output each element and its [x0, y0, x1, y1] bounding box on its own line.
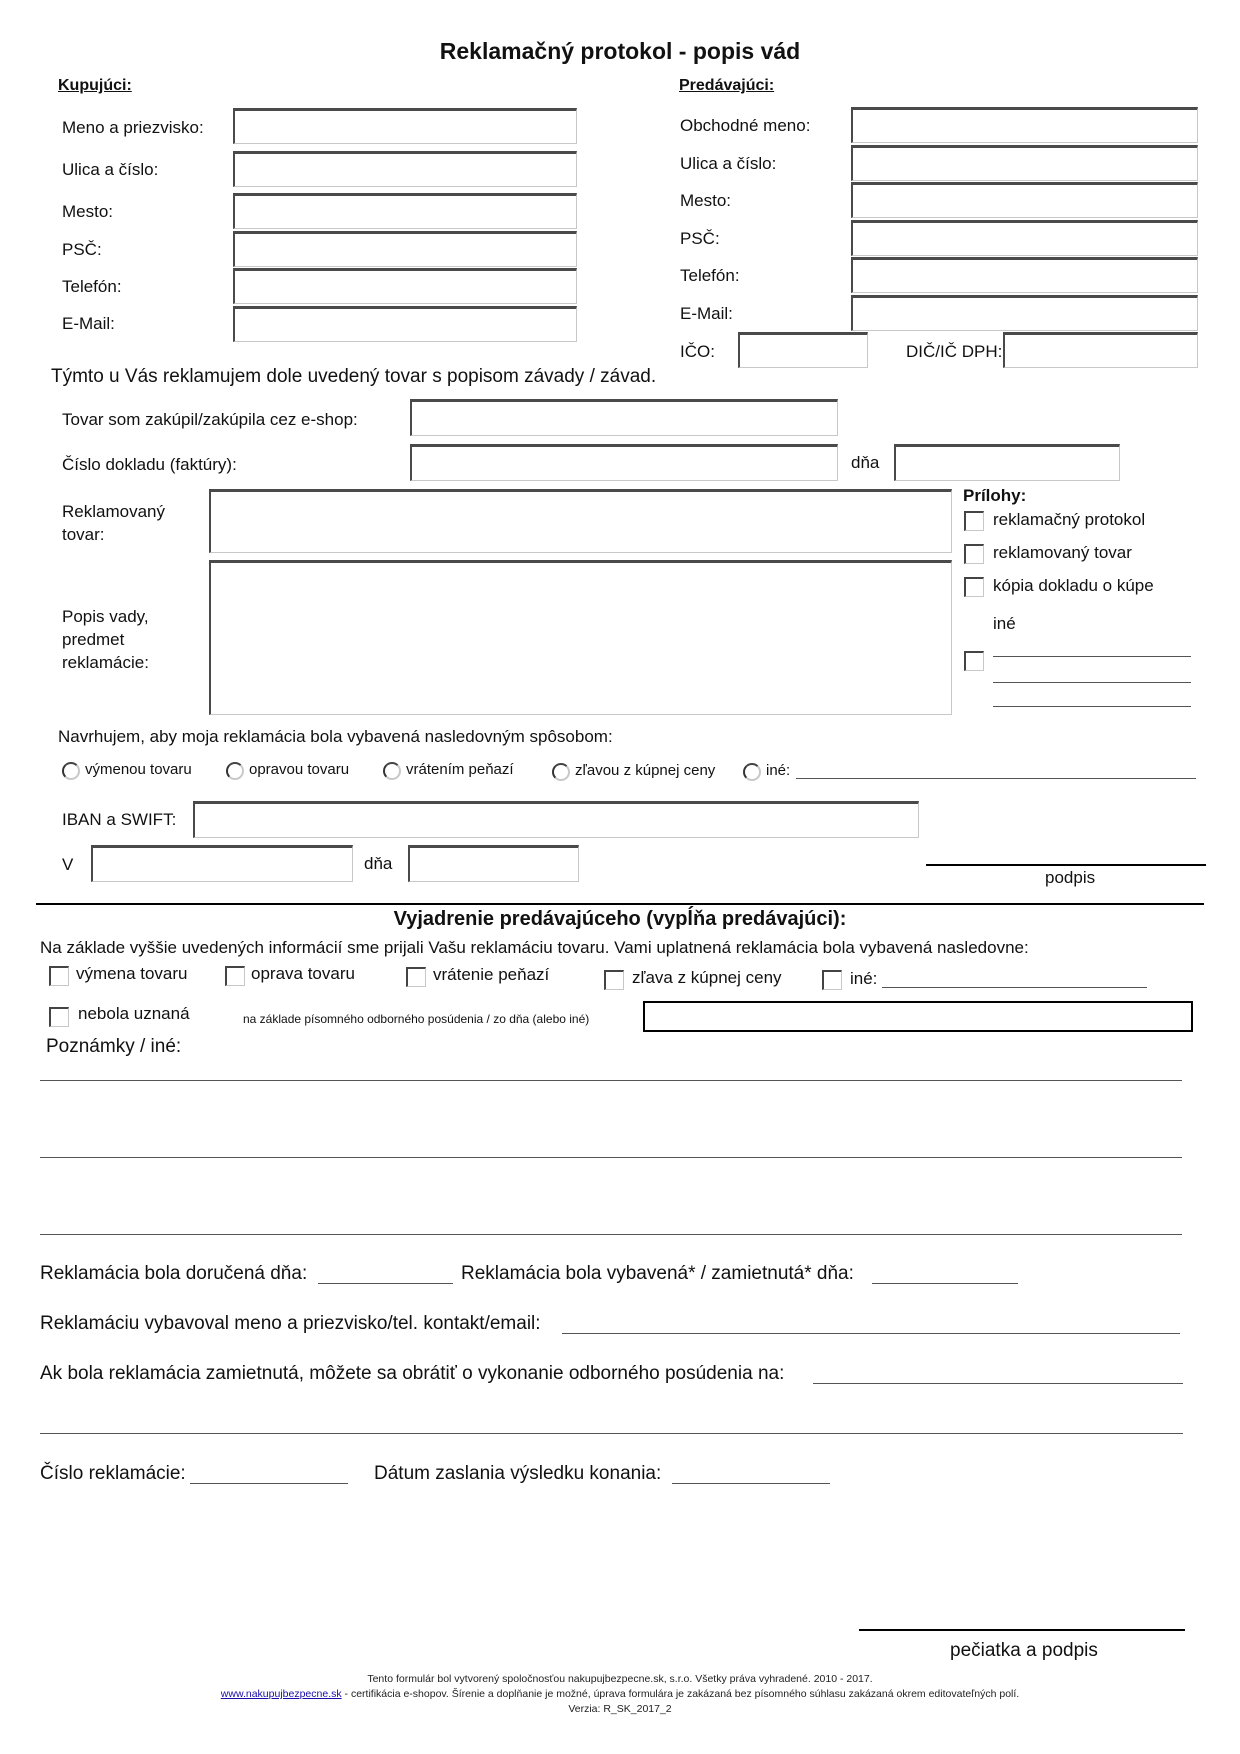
iban-field[interactable] — [193, 801, 919, 838]
buyer-name-field[interactable] — [233, 108, 577, 144]
radio-repair-label: opravou tovaru — [249, 761, 350, 778]
outcome-refund-checkbox[interactable] — [406, 967, 426, 987]
seller-zip-input[interactable] — [853, 223, 1197, 255]
outcome-other-line[interactable] — [882, 987, 1147, 988]
seller-street-label: Ulica a číslo: — [680, 154, 777, 173]
buyer-city-input[interactable] — [235, 196, 576, 228]
seller-company-label: Obchodné meno: — [680, 116, 811, 135]
goods-textarea[interactable] — [211, 492, 951, 552]
invoice-date-input[interactable] — [896, 447, 1119, 480]
radio-exchange-label: výmenou tovaru — [85, 761, 192, 778]
radio-other-label: iné: — [766, 762, 791, 779]
radio-refund-label: vrátením peňazí — [406, 761, 514, 778]
iban-label: IBAN a SWIFT: — [62, 810, 177, 829]
defect-label-line1: Popis vady, — [62, 607, 149, 626]
place-input[interactable] — [93, 848, 352, 881]
seller-phone-input[interactable] — [853, 260, 1197, 292]
attachment-receipt-checkbox[interactable] — [964, 577, 984, 597]
buyer-zip-label: PSČ: — [62, 240, 102, 259]
defect-textarea[interactable] — [211, 563, 951, 714]
seller-city-input[interactable] — [853, 185, 1197, 217]
footer-version: Verzia: R_SK_2017_2 — [568, 1703, 672, 1715]
goods-label-line2: tovar: — [62, 525, 105, 544]
attachment-protocol-label: reklamačný protokol — [993, 510, 1146, 529]
notes-line-2[interactable] — [40, 1157, 1182, 1158]
outcome-repair-label: oprava tovaru — [251, 964, 355, 983]
place-label: V — [62, 855, 74, 874]
buyer-email-label: E-Mail: — [62, 314, 115, 333]
seller-email-field[interactable] — [851, 295, 1198, 331]
section-divider — [36, 903, 1204, 905]
footer-link[interactable]: www.nakupujbezpecne.sk — [220, 1688, 342, 1700]
page-title: Reklamačný protokol - popis vád — [439, 38, 801, 64]
seller-email-label: E-Mail: — [680, 304, 733, 323]
attachment-goods-checkbox[interactable] — [964, 544, 984, 564]
outcome-exchange-label: výmena tovaru — [76, 964, 188, 983]
delivered-label: Reklamácia bola doručená dňa: — [40, 1263, 308, 1284]
sign-date-field[interactable] — [408, 845, 579, 882]
seller-zip-field[interactable] — [851, 220, 1198, 256]
iban-input[interactable] — [195, 804, 918, 837]
radio-exchange[interactable] — [62, 762, 80, 780]
seller-street-field[interactable] — [851, 145, 1198, 181]
handler-label: Reklamáciu vybavoval meno a priezvisko/tel. kontakt/email: — [40, 1313, 541, 1334]
radio-other-line[interactable] — [796, 778, 1196, 779]
radio-discount[interactable] — [552, 763, 570, 781]
eshop-field[interactable] — [410, 399, 838, 436]
attachment-protocol-checkbox[interactable] — [964, 511, 984, 531]
seller-statement-heading: Vyjadrenie predávajúceho (vypĺňa predávajúci): — [393, 908, 847, 930]
outcome-discount-label: zľava z kúpnej ceny — [632, 968, 782, 987]
signature-line — [926, 864, 1206, 866]
outcome-refund-label: vrátenie peňazí — [433, 965, 550, 984]
seller-phone-field[interactable] — [851, 257, 1198, 293]
outcome-rejected-checkbox[interactable] — [49, 1007, 69, 1027]
expert-label: na základe písomného odborného posúdenia / zo dňa (alebo iné) — [243, 1012, 590, 1026]
rejected-line[interactable] — [813, 1383, 1183, 1384]
defect-label — [62, 605, 149, 674]
invoice-date-field[interactable] — [894, 444, 1120, 481]
claim-intro: Týmto u Vás reklamujem dole uvedený tovar s popisom závady / závad. — [51, 366, 657, 387]
notes-line-1[interactable] — [40, 1080, 1182, 1081]
seller-street-input[interactable] — [853, 148, 1197, 180]
seller-phone-label: Telefón: — [680, 266, 740, 285]
buyer-heading: Kupujúci: — [58, 77, 132, 94]
outcome-discount-checkbox[interactable] — [604, 970, 624, 990]
result-date-line[interactable] — [672, 1483, 830, 1484]
footer-copyright: Tento formulár bol vytvorený spoločnosťou nakupujbezpecne.sk, s.r.o. Všetky práva vyhradené. 2010 - 2017. — [367, 1673, 873, 1685]
seller-zip-label: PSČ: — [680, 229, 720, 248]
buyer-phone-input[interactable] — [235, 271, 576, 303]
attachment-other-line-1[interactable] — [993, 656, 1191, 657]
footer — [0, 1672, 1240, 1717]
eshop-label: Tovar som zakúpil/zakúpila cez e-shop: — [62, 410, 358, 429]
seller-ico-label: IČO: — [680, 342, 715, 361]
signature-label: podpis — [1045, 868, 1096, 887]
invoice-label: Číslo dokladu (faktúry): — [62, 455, 237, 474]
goods-label-line1: Reklamovaný — [62, 502, 165, 521]
buyer-name-label: Meno a priezvisko: — [62, 118, 204, 137]
seller-company-field[interactable] — [851, 107, 1198, 143]
defect-field[interactable] — [209, 560, 952, 715]
buyer-phone-field[interactable] — [233, 268, 577, 304]
seller-dic-label: DIČ/IČ DPH: — [906, 342, 1003, 361]
expert-input[interactable] — [645, 1003, 1191, 1030]
buyer-zip-input[interactable] — [235, 234, 576, 266]
invoice-date-label: dňa — [851, 453, 880, 472]
notes-label: Poznámky / iné: — [46, 1036, 182, 1057]
place-field[interactable] — [91, 845, 353, 882]
seller-heading: Predávajúci: — [679, 77, 775, 94]
outcome-exchange-checkbox[interactable] — [49, 966, 69, 986]
defect-label-line2: predmet — [62, 630, 125, 649]
result-date-label: Dátum zaslania výsledku konania: — [374, 1463, 662, 1484]
claim-number-line[interactable] — [190, 1483, 348, 1484]
handler-line[interactable] — [562, 1333, 1180, 1334]
buyer-city-field[interactable] — [233, 193, 577, 229]
buyer-street-field[interactable] — [233, 151, 577, 187]
sign-date-label: dňa — [364, 854, 393, 873]
buyer-city-label: Mesto: — [62, 202, 114, 221]
buyer-street-label: Ulica a číslo: — [62, 160, 159, 179]
buyer-email-input[interactable] — [235, 309, 576, 341]
goods-field[interactable] — [209, 489, 952, 553]
expert-field[interactable] — [643, 1001, 1193, 1032]
attachment-other-checkbox[interactable] — [964, 651, 984, 671]
goods-label — [62, 500, 165, 546]
resolved-label: Reklamácia bola vybavená* / zamietnutá* dňa: — [461, 1263, 854, 1284]
resolution-prompt: Navrhujem, aby moja reklamácia bola vybavená nasledovným spôsobom: — [58, 727, 613, 746]
attachment-other-label: iné — [993, 614, 1016, 633]
invoice-field[interactable] — [410, 444, 838, 481]
seller-dic-field[interactable] — [1003, 332, 1198, 368]
attachments-heading: Prílohy: — [963, 486, 1027, 505]
seller-company-input[interactable] — [853, 110, 1197, 142]
seller-ico-field[interactable] — [738, 332, 868, 368]
outcome-other-label: iné: — [850, 969, 878, 988]
radio-discount-label: zľavou z kúpnej ceny — [575, 762, 716, 779]
buyer-name-input[interactable] — [235, 111, 576, 143]
claim-number-label: Číslo reklamácie: — [40, 1463, 186, 1484]
footer-terms: - certifikácia e-shopov. Šírenie a doplňanie je možné, úprava formulára je zakázaná bez písomného súhlasu zakázaná okrem editovateľných polí. — [341, 1688, 1020, 1700]
seller-city-label: Mesto: — [680, 191, 732, 210]
stamp-line — [859, 1629, 1185, 1631]
radio-other[interactable] — [743, 763, 761, 781]
seller-city-field[interactable] — [851, 182, 1198, 218]
attachment-goods-label: reklamovaný tovar — [993, 543, 1132, 562]
seller-statement-intro: Na základe vyššie uvedených informácií sme prijali Vašu reklamáciu tovaru. Vami uplatnená reklamácia bola vybavená nasledovne: — [40, 938, 1029, 957]
attachment-receipt-label: kópia dokladu o kúpe — [993, 576, 1154, 595]
attachment-other-line-2[interactable] — [993, 682, 1191, 683]
rejected-line-2[interactable] — [40, 1433, 1183, 1434]
radio-refund[interactable] — [383, 762, 401, 780]
defect-label-line3: reklamácie: — [62, 653, 149, 672]
eshop-input[interactable] — [412, 402, 837, 435]
outcome-rejected-label: nebola uznaná — [78, 1004, 190, 1023]
outcome-other-checkbox[interactable] — [822, 970, 842, 990]
stamp-label: pečiatka a podpis — [950, 1640, 1098, 1661]
sign-date-input[interactable] — [410, 848, 578, 881]
delivered-line[interactable] — [318, 1283, 453, 1284]
buyer-phone-label: Telefón: — [62, 277, 122, 296]
seller-email-input[interactable] — [853, 298, 1197, 330]
outcome-repair-checkbox[interactable] — [225, 966, 245, 986]
buyer-zip-field[interactable] — [233, 231, 577, 267]
attachment-other-line-3[interactable] — [993, 706, 1191, 707]
rejected-label: Ak bola reklamácia zamietnutá, môžete sa obrátiť o vykonanie odborného posúdenia na: — [40, 1363, 785, 1384]
buyer-email-field[interactable] — [233, 306, 577, 342]
radio-repair[interactable] — [226, 762, 244, 780]
seller-ico-input[interactable] — [740, 335, 867, 367]
resolved-line[interactable] — [872, 1283, 1018, 1284]
buyer-street-input[interactable] — [235, 154, 576, 186]
notes-line-3[interactable] — [40, 1234, 1182, 1235]
footer-line2 — [0, 1687, 1240, 1702]
seller-dic-input[interactable] — [1005, 335, 1197, 367]
invoice-input[interactable] — [412, 447, 837, 480]
